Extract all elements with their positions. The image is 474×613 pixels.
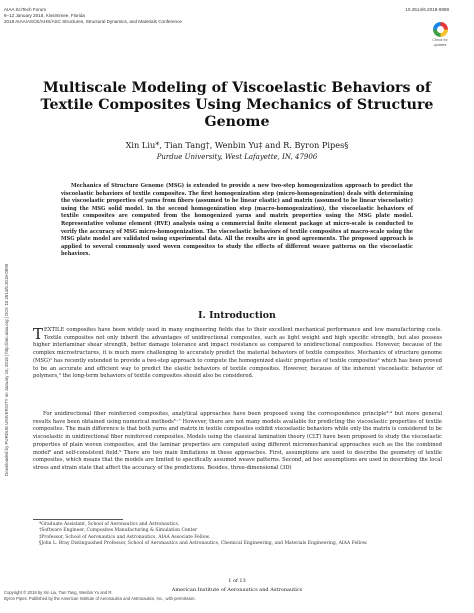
download-sidebar (4, 176, 11, 476)
header-line: 2018 AIAA/ASCE/AHS/ASC Structures, Structural Dynamics, and Materials Conference (4, 19, 182, 25)
paper-title: Multiscale Modeling of Viscoelastic Behaviors of Textile Composites Using Mechanics of Structure Genome (40, 80, 434, 130)
footnote: *Graduate Assistant, School of Aeronautics and Astronautics. (39, 522, 180, 527)
crossmark-icon (433, 22, 448, 37)
header-line: AIAA SciTech Forum (4, 7, 47, 12)
section-heading: I. Introduction (198, 310, 276, 321)
download-watermark-text: Downloaded by PURDUE UNIVERSITY on January 15, 2018 | http://arc.aiaa.org | DOI: 10.2514/6.2018-0899 (4, 263, 9, 476)
header-line: 8–12 January 2018, Kissimmee, Florida (4, 13, 85, 19)
footnote: †Software Engineer, Composites Manufacturing & Simulation Center (39, 528, 198, 534)
paragraph-text: EXTILE composites have been widely used in many engineering fields due to their excellent mechanical performance and low manufacturing costs. Textile composites not only inherit the advantages of unidirectional composites, such as light weight and high specific strength, but also possess higher interlaminar shear strength, better damage tolerance and impact resistance as compared to unidirectional composites. However, because of the complex microstructures, it is much more challenging to accurately predict the material behaviors of textile composites. Mechanics of structure genome (MSG)¹ has recently extended to provide a two-step approach to compute the homogenized elastic properties of textile composites² which has been proved to be an accurate and efficient way to predict the elastic behaviors of textile composites. However, because of the inherent viscoelastic behavior of polymers,³ the long-term behaviors of textile composites should also be considered. (33, 327, 442, 380)
badge-line-1: Check for (432, 38, 448, 42)
copyright-notice (4, 590, 196, 602)
drop-cap: T (33, 325, 44, 343)
intro-paragraph-1 (33, 327, 442, 381)
footnote: §John L. Bray Distinguished Professor, School of Aeronautics and Astronautics, Chemical Engineering, and Materials Engineering, AIAA Fellow. (39, 541, 368, 547)
footnote-rule (33, 519, 123, 520)
copyright-line: Byron Pipes. Published by the American Institute of Aeronautics and Astronautics, Inc., with permission. (4, 596, 196, 601)
footnotes (33, 522, 442, 548)
affiliation: Purdue University, West Lafayette, IN, 47906 (156, 153, 318, 161)
abstract: Mechanics of Structure Genome (MSG) is extended to provide a new two-step homogenization approach to predict the viscoelastic behaviors of textile composites. The first homogenization step (micro-homogenization) deals with determining the viscoelastic properties of yarns from fibers (assumed to be linear elastic) and matrix (assumed to be linear viscoelastic) using the MSG solid model. In the second homogenization step (macro-homogenization), the viscoelastic behaviors of textile composites are computed from the homogenized yarns and matrix properties using the MSG plate model. Representative volume element (RVE) analysis using a commercial finite element package at micro-scale is conducted to verify the accuracy of MSG micro-homogenization. The viscoelastic behaviors of textile composites at macro-scale using the MSG plate model are validated using experimental data. All the results are in good agreements. The proposed approach is applied to several commonly used woven composites to study the effects of different weave patterns on the viscoelastic behaviors. (61, 183, 413, 258)
badge-line-2: updates (433, 43, 447, 47)
check-for-updates-badge[interactable] (427, 22, 453, 50)
intro-paragraph-2: For unidirectional fiber reinforced composites, analytical approaches have been proposed using the correspondence principle³˒⁴ but more general results have been obtained using numerical methods⁵⁻⁷ However, there are not many models available for predicting the viscoelastic properties of textile composites. The main difference is that both yarns and matrix in textile composites exhibit viscoelastic behaviors while only the matrix is considered to be viscoelastic in unidirectional fiber reinforced composites. Models using the classical lamination theory (CLT) have been proposed to study the viscoelastic properties of plain woven composites, and the laminar properties are computed using different micromechanical approaches such as the the combined model⁸ and self-consistent field.⁹ There are two main limitations in these approaches. First, assumptions are used to describe the geometry of textile composites, which means that the models are limited to specifically assumed weave patterns. Second, ad hoc assumptions are used in describing the local stress and strain state that affect the accuracy of the predictions. Besides, three-dimensional (3D) (33, 411, 442, 471)
author-list: Xin Liu*, Tian Tang†, Wenbin Yu‡ and R. Byron Pipes§ (125, 140, 349, 150)
publisher-line: American Institute of Aeronautics and Astronautics (171, 587, 303, 593)
conference-header (4, 7, 182, 26)
doi-label: 10.2514/6.2018-0899 (405, 7, 449, 12)
footnote: ‡Professor, School of Aeronautics and Astronautics, AIAA Associate Fellow. (39, 534, 211, 540)
page-number: 1 of 13 (228, 578, 246, 584)
copyright-line: Copyright © 2018 by Xin Liu, Tian Tang, Wenbin Yu and R. (4, 590, 113, 595)
